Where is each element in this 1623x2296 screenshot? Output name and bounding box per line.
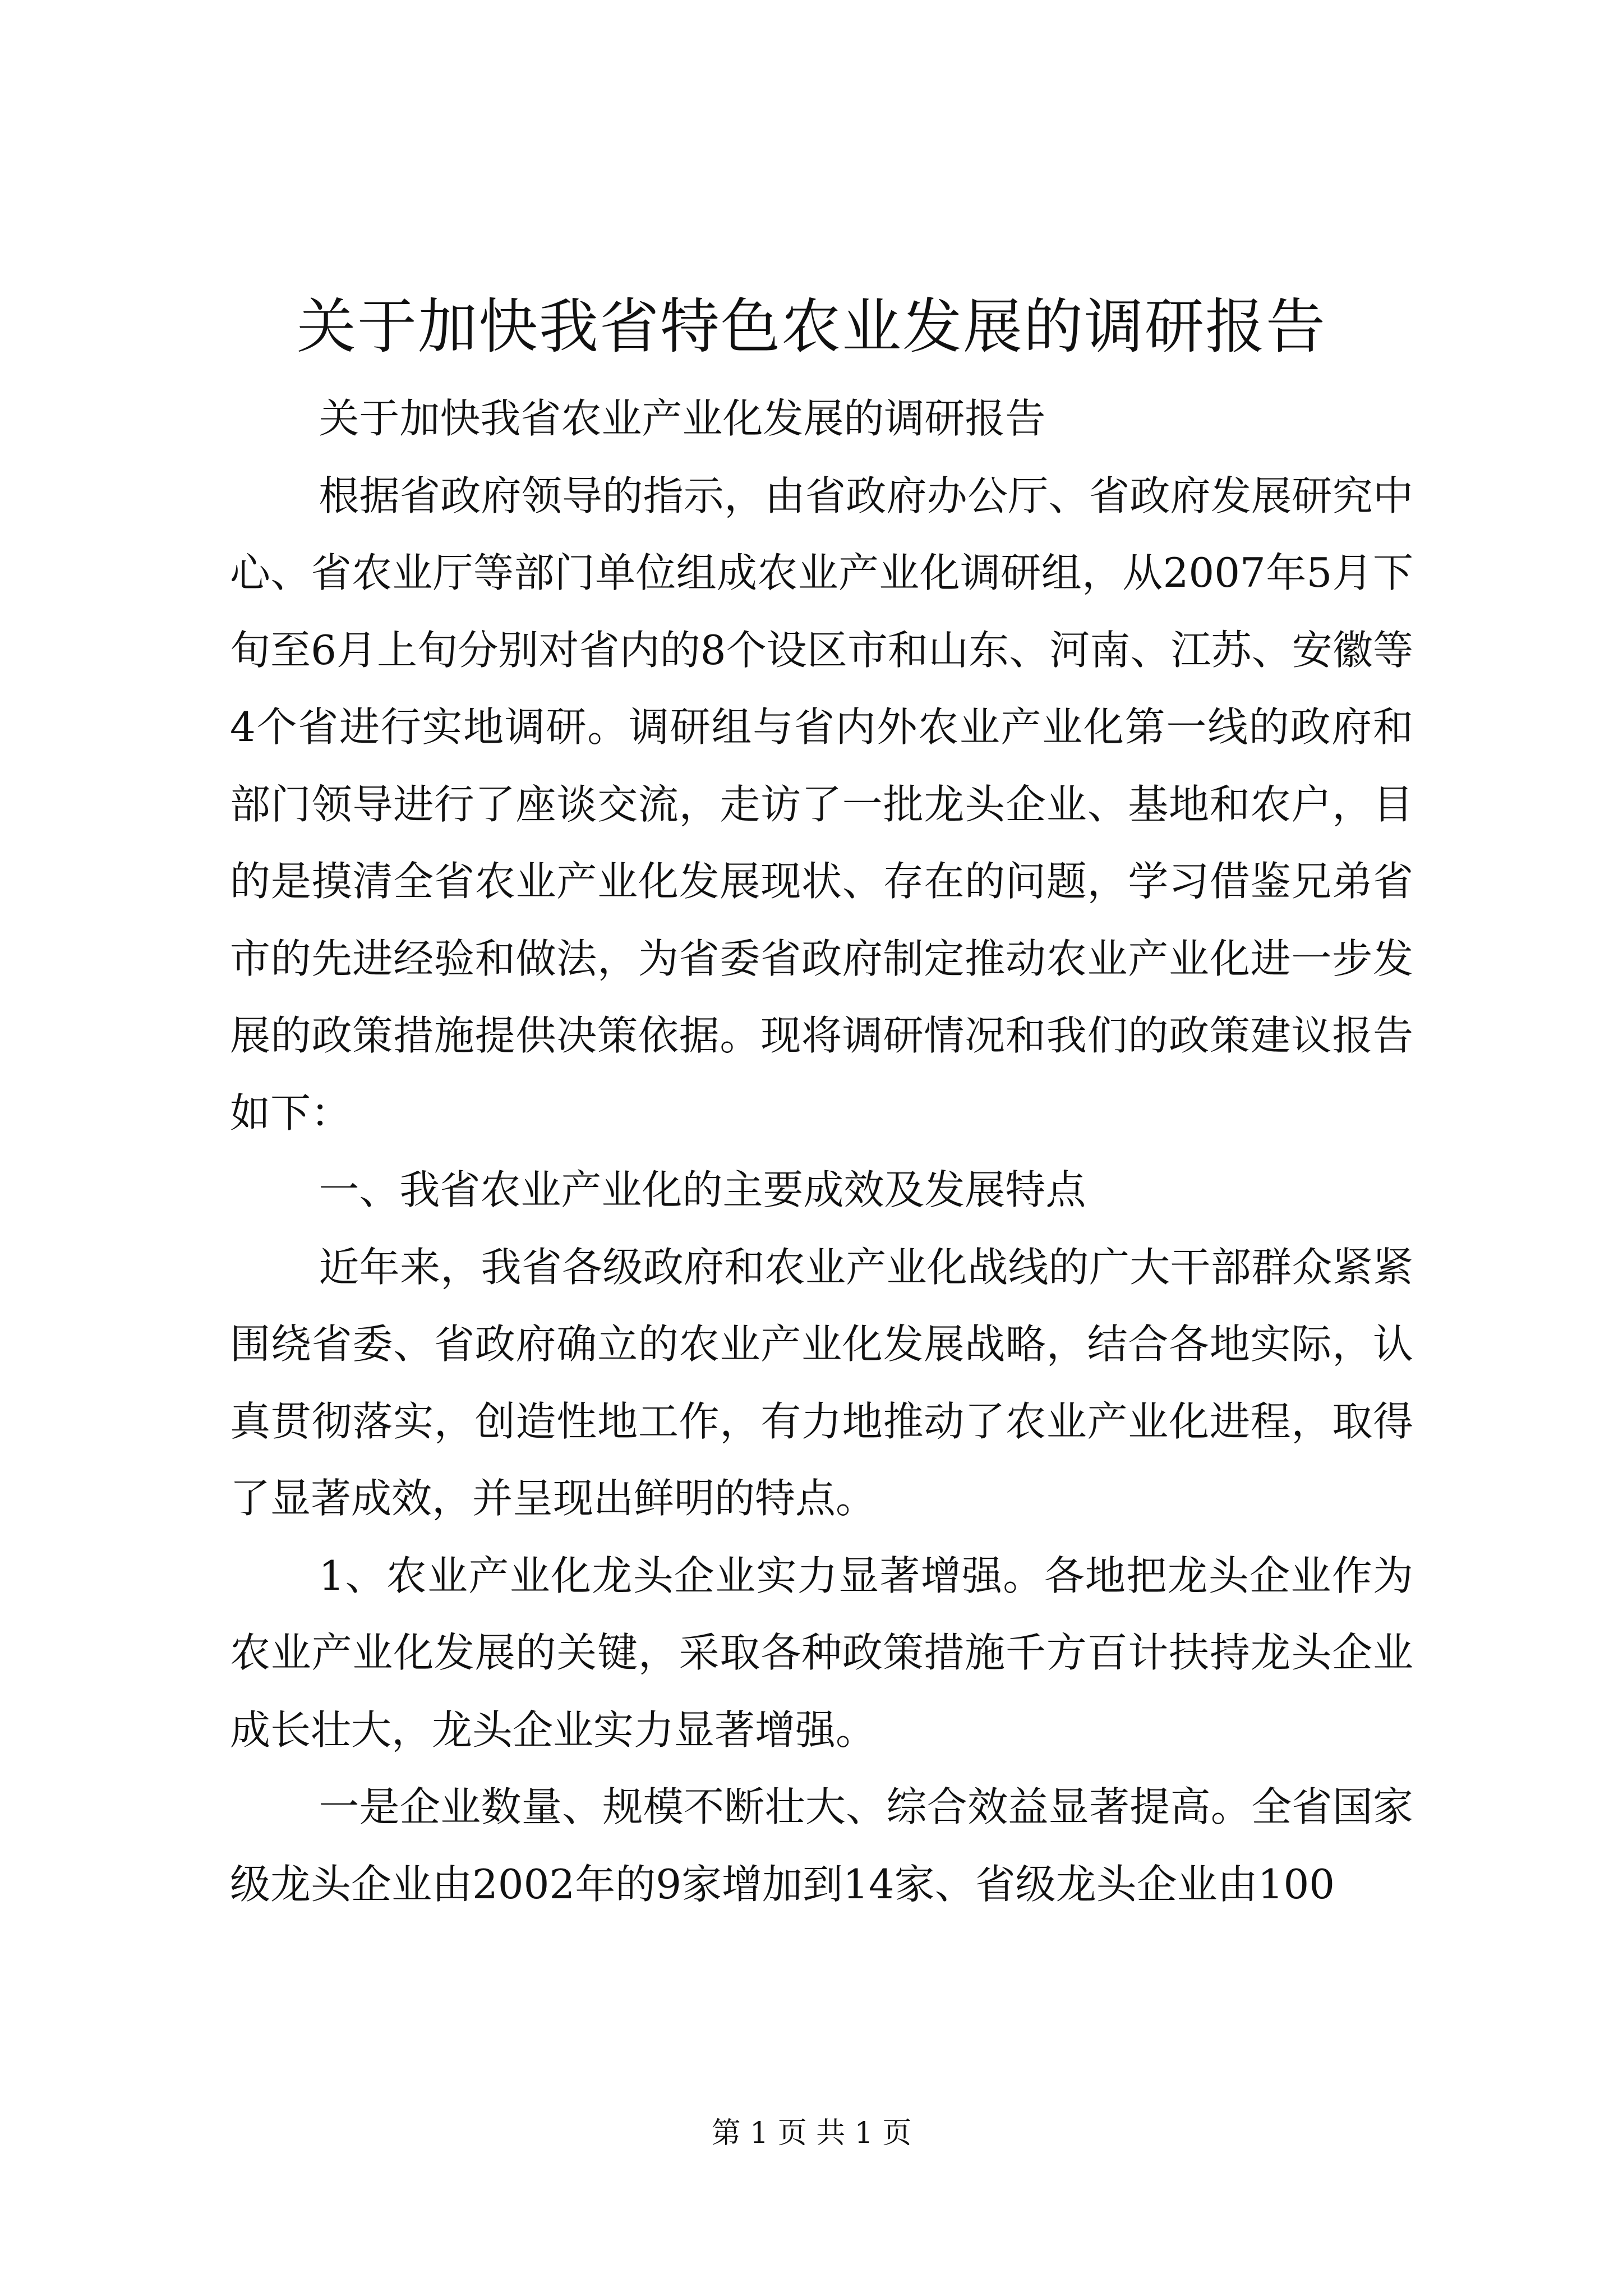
intro-paragraph: 根据省政府领导的指示，由省政府办公厅、省政府发展研究中心、省农业厅等部门单位组成农业产业化调研组，从2007年5月下旬至6月上旬分别对省内的8个设区市和山东、河南、江苏、安徽等4个省进行实地调研。调研组与省内外农业产业化第一线的政府和部门领导进行了座谈交流，走访了一批龙头企业、基地和农户，目的是摸清全省农业产业化发展现状、存在的问题，学习借鉴兄弟省市的先进经验和做法，为省委省政府制定推动农业产业化进一步发展的政策措施提供决策依据。现将调研情况和我们的政策建议报告如下： [230, 472, 1413, 1137]
overview-paragraph: 近年来，我省各级政府和农业产业化战线的广大干部群众紧紧围绕省委、省政府确立的农业产业化发展战略，结合各地实际，认真贯彻落实，创造性地工作，有力地推动了农业产业化进程，取得了显著成效，并呈现出鲜明的特点。 [230, 1243, 1413, 1522]
document-body [230, 380, 1413, 1923]
section-heading: 一、我省农业产业化的主要成效及发展特点 [319, 1166, 1086, 1213]
subtitle-paragraph: 关于加快我省农业产业化发展的调研报告 [319, 395, 1046, 442]
page-number-footer: 第 1 页 共 1 页 [711, 2116, 912, 2150]
point-1-paragraph: 1、农业产业化龙头企业实力显著增强。各地把龙头企业作为农业产业化发展的关键，采取各种政策措施千方百计扶持龙头企业成长壮大，龙头企业实力显著增强。 [230, 1552, 1413, 1754]
point-1a-paragraph: 一是企业数量、规模不断壮大、综合效益显著提高。全省国家级龙头企业由2002年的9家增加到14家、省级龙头企业由100 [230, 1783, 1413, 1908]
document-title: 关于加快我省特色农业发展的调研报告 [297, 292, 1326, 361]
